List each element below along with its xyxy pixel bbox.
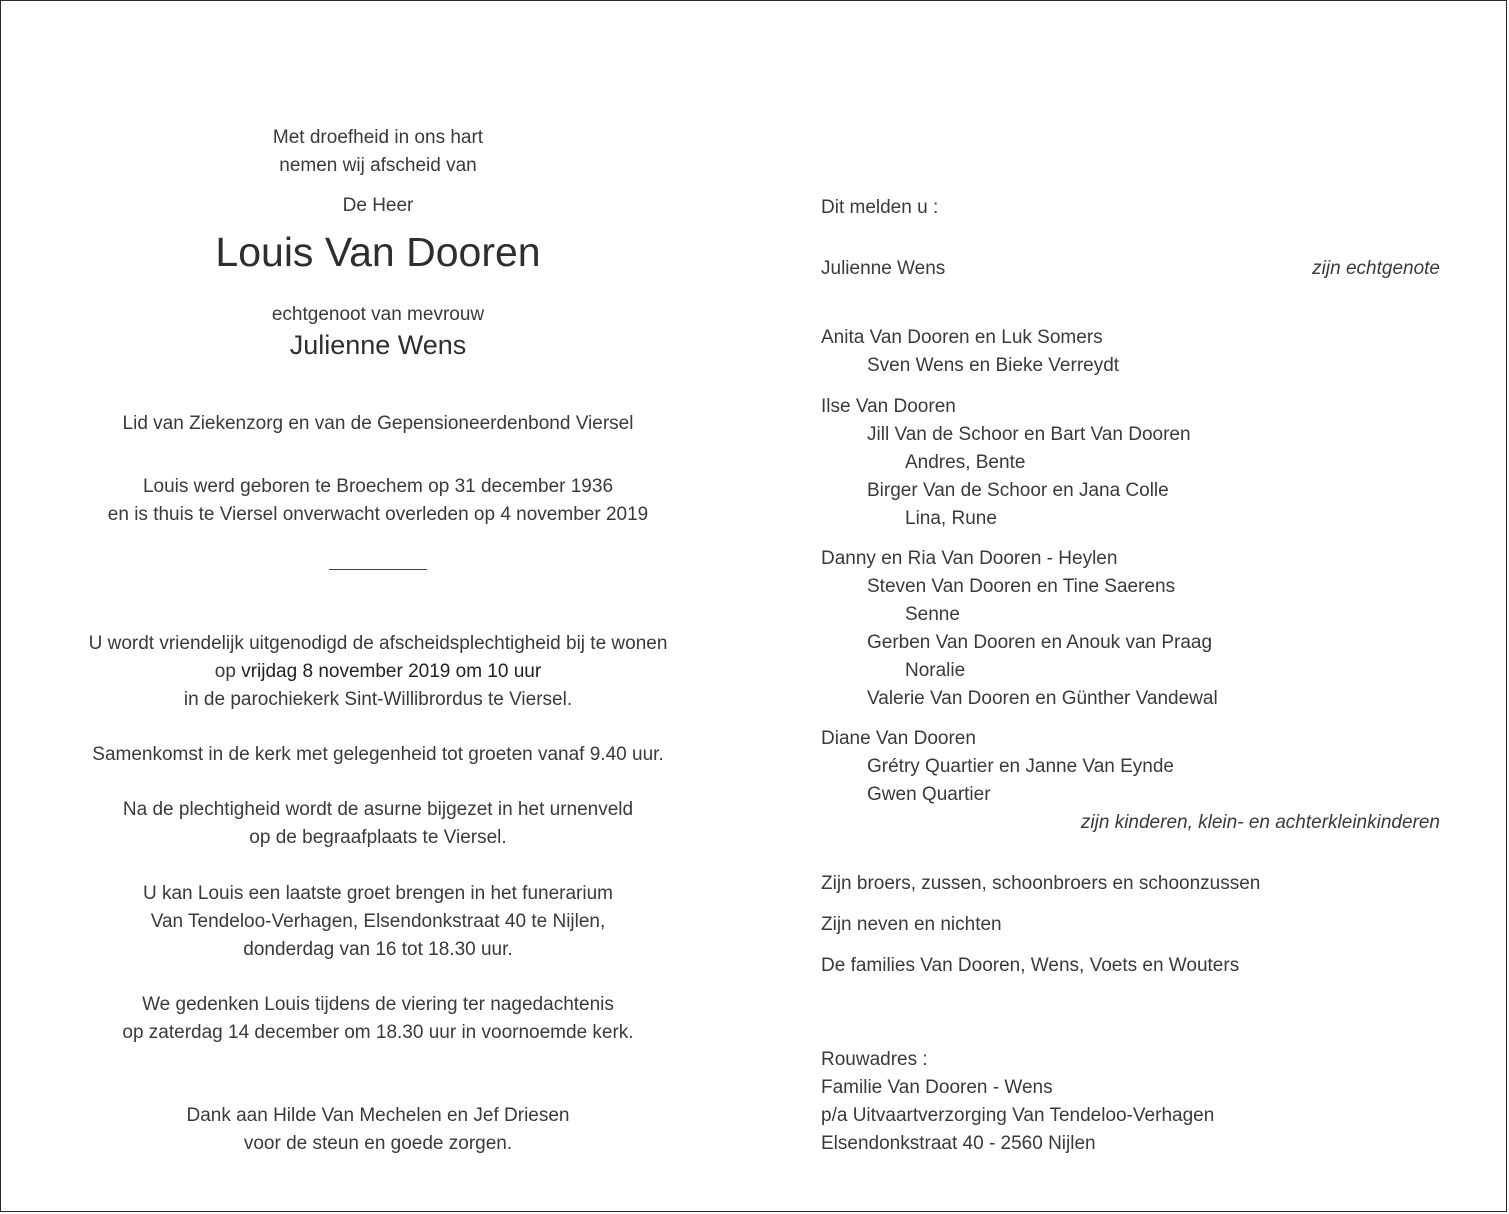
visit-line-2: Van Tendeloo-Verhagen, Elsendonkstraat 40 te Nijlen,: [150, 911, 606, 932]
thanks-line-1: Dank aan Hilde Van Mechelen en Jef Driesen: [186, 1105, 570, 1126]
family-line: Jill Van de Schoor en Bart Van Dooren: [867, 424, 1191, 445]
memorial-line-2: op zaterdag 14 december om 18.30 uur in voornoemde kerk.: [122, 1022, 634, 1043]
spouse-entry: Julienne Wens: [821, 258, 946, 279]
family-line: Lina, Rune: [905, 508, 997, 529]
family-line: Steven Van Dooren en Tine Saerens: [867, 576, 1176, 597]
urn-line-1: Na de plechtigheid wordt de asurne bijgezet in het urnenveld: [122, 799, 634, 820]
spouse-name: Julienne Wens: [289, 330, 467, 360]
invite-prefix: op: [214, 661, 242, 682]
family-line: Gerben Van Dooren en Anouk van Praag: [867, 632, 1213, 653]
address-line-2: p/a Uitvaartverzorging Van Tendeloo-Verhagen: [821, 1105, 1215, 1126]
family-line: Anita Van Dooren en Luk Somers: [821, 327, 1103, 348]
died-line: en is thuis te Viersel onverwacht overleden op 4 november 2019: [107, 504, 649, 525]
family-line: Sven Wens en Bieke Verreydt: [867, 355, 1120, 376]
spouse-role: zijn echtgenote: [1312, 258, 1440, 279]
spouse-intro: echtgenoot van mevrouw: [271, 304, 485, 325]
thanks-line-2: voor de steun en goede zorgen.: [243, 1133, 513, 1154]
visit-line-3: donderdag van 16 tot 18.30 uur.: [243, 939, 513, 960]
cousins: Zijn neven en nichten: [821, 914, 1002, 935]
address-line-1: Familie Van Dooren - Wens: [821, 1077, 1053, 1098]
honorific: De Heer: [342, 195, 414, 216]
divider: [329, 569, 427, 570]
born-line: Louis werd geboren te Broechem op 31 december 1936: [142, 476, 614, 497]
visit-line-1: U kan Louis een laatste groet brengen in het funerarium: [142, 883, 614, 904]
address-line-3: Elsendonkstraat 40 - 2560 Nijlen: [821, 1133, 1096, 1154]
urn-line-2: op de begraafplaats te Viersel.: [249, 827, 507, 848]
invite-line-1: U wordt vriendelijk uitgenodigd de afscheidsplechtigheid bij te wonen: [88, 633, 668, 654]
memorial-line-1: We gedenken Louis tijdens de viering ter nagedachtenis: [142, 994, 614, 1015]
family-line: Senne: [905, 604, 960, 625]
membership: Lid van Ziekenzorg en van de Gepensioneerdenbond Viersel: [122, 413, 634, 434]
families: De families Van Dooren, Wens, Voets en Wouters: [821, 955, 1240, 976]
family-line: Grétry Quartier en Janne Van Eynde: [867, 756, 1174, 777]
invite-line-3: in de parochiekerk Sint-Willibrordus te Viersel.: [183, 689, 573, 710]
family-line: Birger Van de Schoor en Jana Colle: [867, 480, 1169, 501]
announce: Dit melden u :: [821, 197, 939, 218]
family-line: Andres, Bente: [905, 452, 1026, 473]
family-line: Ilse Van Dooren: [821, 396, 956, 417]
siblings: Zijn broers, zussen, schoonbroers en schoonzussen: [821, 873, 1261, 894]
family-line: Diane Van Dooren: [821, 728, 976, 749]
address-label: Rouwadres :: [821, 1049, 928, 1070]
family-line: Valerie Van Dooren en Günther Vandewal: [867, 688, 1218, 709]
family-line: Gwen Quartier: [867, 784, 991, 805]
intro-line-1: Met droefheid in ons hart: [272, 127, 484, 148]
gathering: Samenkomst in de kerk met gelegenheid tot groeten vanaf 9.40 uur.: [92, 744, 664, 765]
children-role: zijn kinderen, klein- en achterkleinkinderen: [1080, 812, 1440, 833]
ceremony-date: vrijdag 8 november 2019 om 10 uur: [241, 661, 542, 682]
family-line: Danny en Ria Van Dooren - Heylen: [821, 548, 1118, 569]
deceased-name: Louis Van Dooren: [215, 229, 541, 275]
invite-line-2: [1, 658, 755, 686]
family-line: Noralie: [905, 660, 966, 681]
intro-line-2: nemen wij afscheid van: [279, 155, 477, 176]
